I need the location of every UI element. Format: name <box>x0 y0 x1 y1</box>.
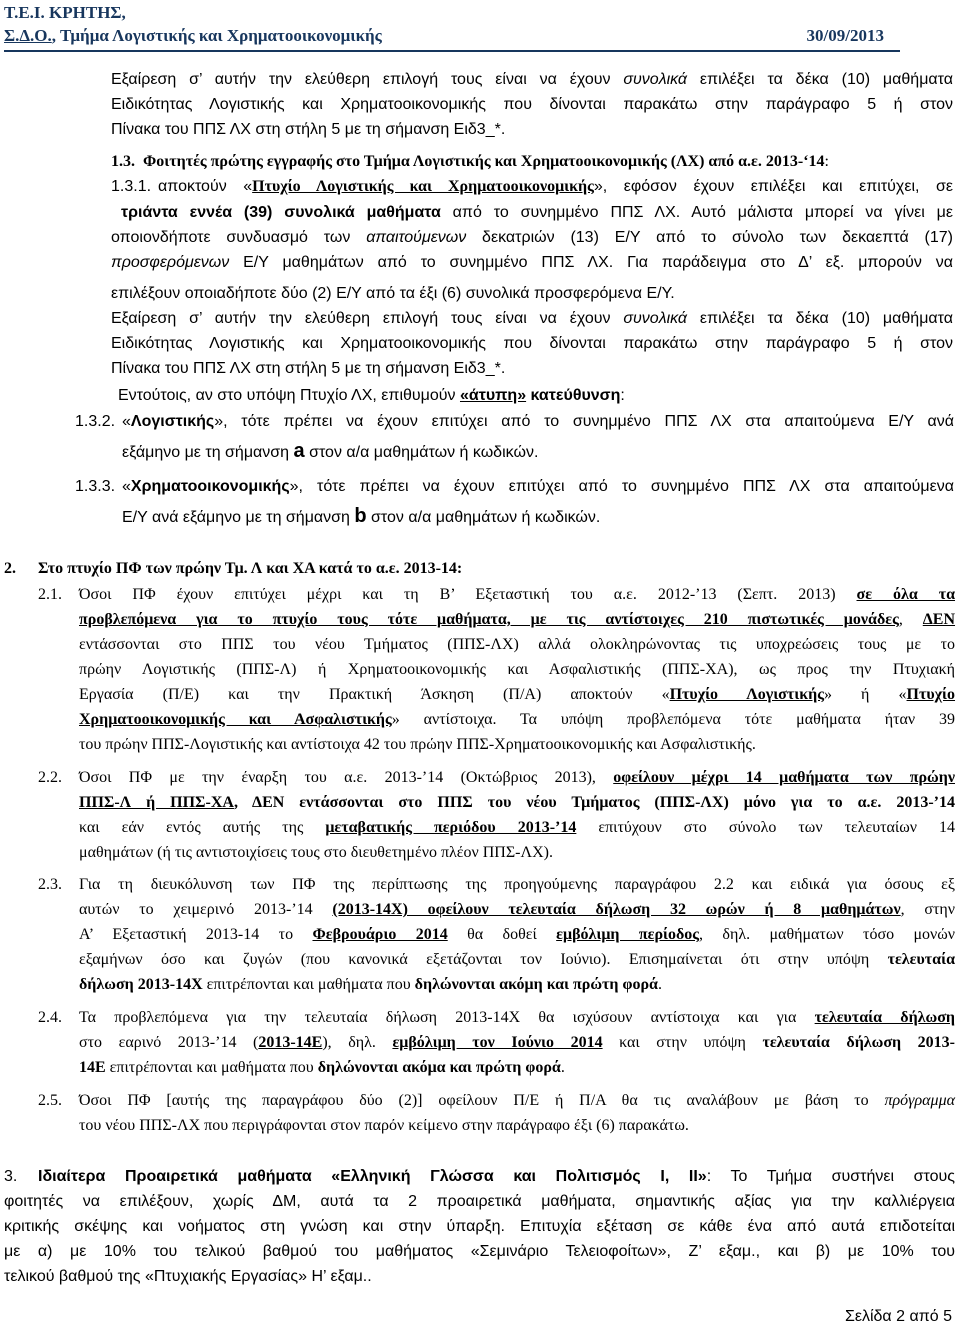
section-1-3-1-line-1: αποκτούν «Πτυχίο Λογιστικής και Χρηματοοικονομικής», εφόσον έχουν επιλέξει και επιτύχει, σε <box>158 178 954 195</box>
section-3-num: 3. <box>4 1168 18 1185</box>
exception-paragraph <box>111 306 953 356</box>
section-1-3-1-line-5: επιλέξουν οποιαδήποτε δύο (2) Ε/Υ από τα έξι (6) συνολικά προσφερόμενα Ε/Υ. <box>111 285 675 302</box>
section-3-body <box>4 1189 955 1264</box>
section-2-1-line-1: Όσοι ΠΦ έχουν επιτύχει μέχρι και τη Β’ Εξεταστική του α.ε. 2012-’13 (Σεπτ. 2013) σε όλα τα <box>79 586 956 603</box>
section-2-5-num: 2.5. <box>38 1092 62 1109</box>
section-2-2-body <box>79 765 955 840</box>
section-2-2-line-2: ΠΠΣ-Λ ή ΠΠΣ-ΧΑ, ΔΕΝ εντάσσονται στο ΠΠΣ του νέου Τμήματος (ΠΠΣ-ΛΧ) μόνο για το α.ε. 2013-’14 <box>79 794 956 811</box>
exception-line-3: Πίνακα του ΠΠΣ ΛΧ στη στήλη 5 με τη σήμανση Ειδ3_*. <box>111 360 506 377</box>
section-2-3-body <box>79 872 955 972</box>
intro-line-2: Ειδικότητας Λογιστικής και Χρηματοοικονομικής που δίνονται παρακάτω στην παράγραφο 5 ή στον <box>111 96 953 113</box>
section-2-1-line-2: προβλεπόμενα για το πτυχίο τους τότε μαθήματα, με τις αντίστοιχες 210 πιστωτικές μονάδες, ΔΕΝ <box>79 611 956 628</box>
section-2-4-num: 2.4. <box>38 1009 62 1026</box>
section-1-3-1-line-2: τριάντα εννέα (39) συνολικά μαθήματα από το συνημμένο ΠΠΣ ΛΧ. Αυτό μάλιστα μπορεί να γίνει με <box>121 204 953 221</box>
header-org: Τ.Ε.Ι. ΚΡΗΤΗΣ, <box>4 3 126 22</box>
section-2-5-line-2: του νέου ΠΠΣ-ΛΧ που περιγράφονται στον παρόν κείμενο στην παράγραφο έξι (6) παρακάτω. <box>79 1117 689 1134</box>
section-2-2-line-3: και εάν εντός αυτής της μεταβατικής περιόδου 2013-’14 επιτύχουν στο σύνολο των τελευταίων 14 <box>79 819 956 836</box>
section-2-1-line-6: Χρηματοοικονομικής και Ασφαλιστικής» αντίστοιχα. Τα υπόψη προβλεπόμενα τότε μαθήματα ήταν 39 <box>79 711 955 728</box>
section-1-3-2-line-1: «Λογιστικής», τότε πρέπει να έχουν επιτύχει από το συνημμένο ΠΠΣ ΛΧ στα απαιτούμενα Ε/Υ ανά <box>122 413 954 430</box>
section-2-3-line-5: δήλωση 2013-14Χ επιτρέπονται και μαθήματα που δηλώνονται ακόμη και πρώτη φορά. <box>79 976 662 993</box>
intro-paragraph <box>111 67 953 117</box>
section-1-3-2-num: 1.3.2. <box>75 413 116 430</box>
section-1-3-heading: 1.3. Φοιτητές πρώτης εγγραφής στο Τμήμα Λογιστικής και Χρηματοοικονομικής (ΛΧ) από α.ε. 2013-‘14: <box>111 153 829 170</box>
section-1-3-3-line-1: «Χρηματοοικονομικής», τότε πρέπει να έχουν επιτύχει από το συνημμένο ΠΠΣ ΛΧ στα απαιτούμενα <box>122 478 954 495</box>
section-1-3-1-body <box>111 200 953 275</box>
section-3-line-1: Ιδιαίτερα Προαιρετικά μαθήματα «Ελληνική Γλώσσα και Πολιτισμός Ι, ΙΙ»: Το Τμήμα συστήνει στους <box>38 1168 956 1185</box>
section-2-2-line-1: Όσοι ΠΦ με την έναρξη του α.ε. 2013-’14 (Οκτώβριος 2013), οφείλουν μέχρι 14 μαθήματα των πρώην <box>79 769 955 786</box>
section-2-4-line-2: στο εαρινό 2013-’14 (2013-14Ε), δηλ. εμβόλιμη τον Ιούνιο 2014 και στην υπόψη τελευταία δήλωση 2013- <box>79 1034 956 1051</box>
section-2-num: 2. <box>4 560 16 577</box>
header-dept <box>4 26 940 46</box>
section-3-line-3: κριτικής σκέψης και νοήματος στη γνώση και στην ύπαρξη. Επιτυχία εξέταση σε κάθε ένα από αυτά επιδοτείται <box>4 1218 955 1235</box>
section-2-4-line-1: Τα προβλεπόμενα για την τελευταία δήλωση 2013-14Χ θα ισχύσουν αντίστοιχα και για τελευταία δήλωση <box>79 1009 956 1026</box>
exception-line-2: Ειδικότητας Λογιστικής και Χρηματοοικονομικής που δίνονται παρακάτω στην παράγραφο 5 ή στον <box>111 335 953 352</box>
section-3-line-2: φοιτητές να επιλέξουν, χωρίς ΔΜ, αυτά τα 2 προαιρετικά μαθήματα, σημαντικής αξίας για την καλλιέργεια <box>4 1193 955 1210</box>
section-2-4-body <box>79 1005 955 1055</box>
section-1-3-1-line-4: προσφερόμενων Ε/Υ μαθημάτων από το συνημμένο ΠΠΣ ΛΧ. Για παράδειγμα στο Δ’ εξ. μπορούν να <box>111 254 953 271</box>
section-2-3-num: 2.3. <box>38 876 62 893</box>
page-number: Σελίδα 2 από 5 <box>844 1308 952 1325</box>
section-2-5-line-1: Όσοι ΠΦ [αυτής της παραγράφου δύο (2)] οφείλουν Π/Ε ή Π/Α θα τις αναλάβουν με βάση το πρόγραμμα <box>79 1092 955 1109</box>
section-2-1-num: 2.1. <box>38 586 62 603</box>
section-2-4-line-3: 14Ε επιτρέπονται και μαθήματα που δηλώνονται ακόμα και πρώτη φορά. <box>79 1059 565 1076</box>
section-2-1-line-4: πρώην Λογιστικής (ΠΠΣ-Λ) ή Χρηματοοικονομικής και Ασφαλιστικής (ΠΠΣ-ΧΑ), ως προς την Πτυχιακή <box>79 661 955 678</box>
section-2-2-line-4: μαθημάτων (ή τις αντιστοιχίσεις τους στο διευθετημένο πλέον ΠΠΣ-ΛΧ). <box>79 844 553 861</box>
section-1-3-2-line-2: εξάμηνο με τη σήμανση a στον α/α μαθημάτων ή κωδικών. <box>122 440 539 462</box>
header-dept-abbr: Σ.Δ.Ο. <box>4 26 52 45</box>
section-2-1-line-3: εντάσσονται στο ΠΠΣ του νέου Τμήματος (ΠΠΣ-ΛΧ) αλλά ολοκληρώνοντας τις υποχρεώσεις τους με το <box>79 636 955 653</box>
section-2-heading: Στο πτυχίο ΠΦ των πρώην Τμ. Λ και ΧΑ κατά το α.ε. 2013-14: <box>38 560 463 577</box>
section-3-line-5: τελικού βαθμού της «Πτυχιακής Εργασίας» Η’ εξαμ.. <box>4 1268 372 1285</box>
intro-line-1: Εξαίρεση σ’ αυτήν την ελεύθερη επιλογή τους είναι να έχουν συνολικά επιλέξει τα δέκα (10) μαθήματα <box>111 71 954 88</box>
header-date: 30/09/2013 <box>806 26 884 45</box>
section-1-3-3-line-2: Ε/Υ ανά εξάμηνο με τη σήμανση b στον α/α μαθημάτων ή κωδικών. <box>122 505 601 527</box>
section-3-line-4: με α) με 10% του τελικού βαθμού του μαθήματος «Σεμινάριο Τελειοφοίτων», Ζ’ εξαμ., και β) με 10% του <box>4 1243 955 1260</box>
header-dept-name: , Τμήμα Λογιστικής και Χρηματοοικονομικής <box>51 26 382 45</box>
header-rule <box>4 50 900 52</box>
section-2-3-line-1: Για τη διευκόλυνση των ΠΦ της περίπτωσης της προηγούμενης παραγράφου 2.2 και ειδικά για όσους εξ <box>79 876 955 893</box>
section-1-3-1-num: 1.3.1. <box>111 178 152 195</box>
section-1-3-3-num: 1.3.3. <box>75 478 116 495</box>
section-2-3-line-3: Α’ Εξεταστική 2013-14 το Φεβρουάριο 2014 θα δοθεί εμβόλιμη περίοδος, δηλ. μαθήματων τόσο μονών <box>79 926 956 943</box>
section-2-3-line-2: αυτών το χειμερινό 2013-’14 (2013-14Χ) οφείλουν τελευταία δήλωση 32 ωρών ή 8 μαθημάτων, στην <box>79 901 956 918</box>
exception-line-1: Εξαίρεση σ’ αυτήν την ελεύθερη επιλογή τους είναι να έχουν συνολικά επιλέξει τα δέκα (10) μαθήματα <box>111 310 954 327</box>
section-1-3-1-line-3: οποιονδήποτε συνδυασμό των απαιτούμενων δεκατριών (13) Ε/Υ από το σύνολο των δεκαεπτά (17) <box>111 229 953 246</box>
section-2-1-body <box>79 582 955 732</box>
section-2-1-line-7: του πρώην ΠΠΣ-Λογιστικής και αντίστοιχα 42 του πρώην ΠΠΣ-Χρηματοοικονομικής και Ασφαλιστικής. <box>79 736 756 753</box>
direction-line: Εντούτοις, αν στο υπόψη Πτυχίο ΛΧ, επιθυμούν «άτυπη» κατεύθυνση: <box>118 387 625 404</box>
section-2-3-line-4: εξαμήνων όσο και ζυγών (που κανονικά εξετάζονται τον Ιούνιο). Επισημαίνεται ότι στην υπόψη τελευταία <box>79 951 955 968</box>
section-2-2-num: 2.2. <box>38 769 62 786</box>
section-2-1-line-5: Εργασία (Π/Ε) και την Πρακτική Άσκηση (Π/Α) αποκτούν «Πτυχίο Λογιστικής» ή «Πτυχίο <box>79 686 956 703</box>
intro-line-3: Πίνακα του ΠΠΣ ΛΧ στη στήλη 5 με τη σήμανση Ειδ3_*. <box>111 121 506 138</box>
